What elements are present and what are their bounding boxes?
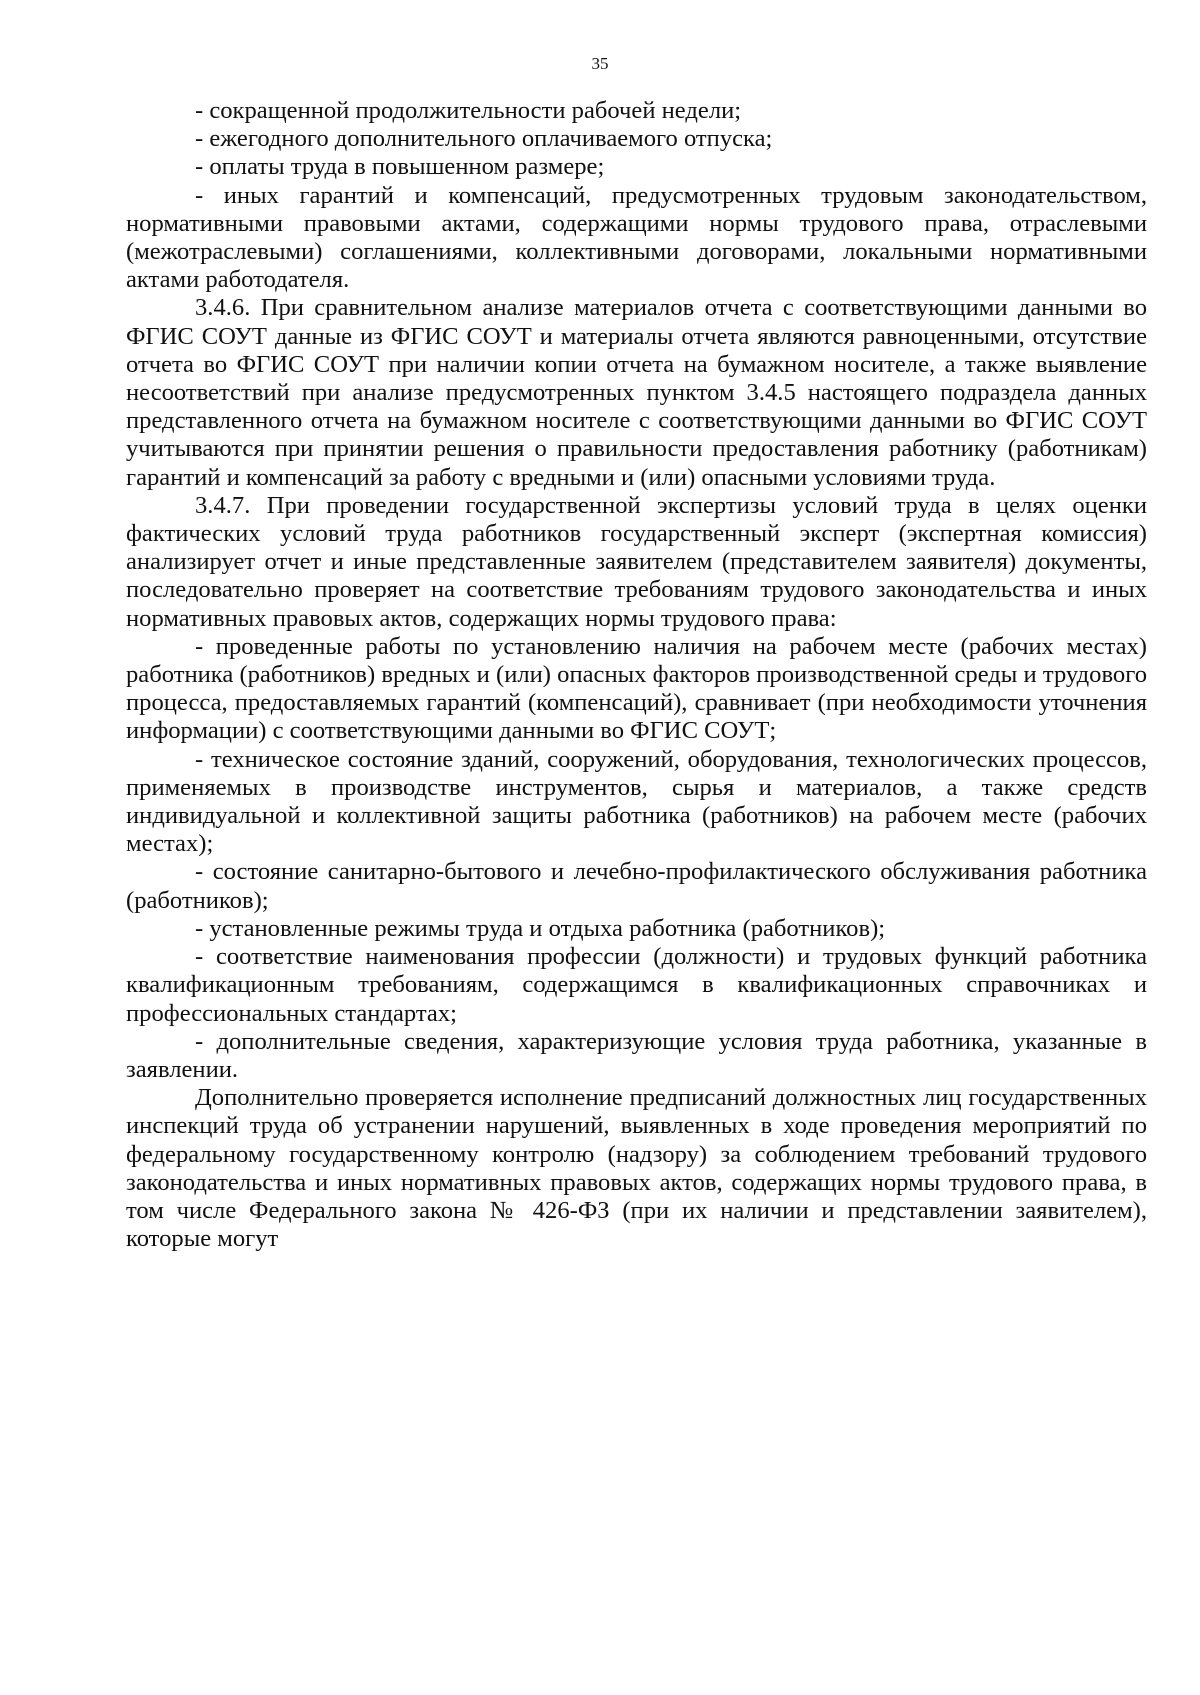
document-body — [126, 97, 1147, 1253]
bullet-other-guarantees: - иных гарантий и компенсаций, предусмотренных трудовым законодательством, нормативными правовыми актами, содержащими нормы трудового права, отраслевыми (межотраслевыми) соглашениями, коллективными договорами, локальными нормативными актами работодателя. — [126, 181, 1147, 294]
bullet-reduced-work-week: - сокращенной продолжительности рабочей недели; — [195, 97, 742, 124]
bullet-increased-pay: - оплаты труда в повышенном размере; — [195, 153, 605, 181]
bullet-sanitary-service: - состояние санитарно-бытового и лечебно-профилактического обслуживания работника (работников); — [126, 858, 1147, 914]
bullet-additional-info: - дополнительные сведения, характеризующие условия труда работника, указанные в заявлении. — [126, 1027, 1147, 1083]
bullet-annual-leave: - ежегодного дополнительного оплачиваемого отпуска; — [195, 125, 773, 153]
clause-3-4-7: 3.4.7. При проведении государственной экспертизы условий труда в целях оценки фактических условий труда работников государственный эксперт (экспертная комиссия) анализирует отчет и иные представленные заявителем (представителем заявителя) документы, последовательно проверяет на соответствие требованиям трудового законодательства и иных нормативных правовых актов, содержащих нормы трудового права: — [126, 491, 1147, 632]
bullet-technical-condition: - техническое состояние зданий, сооружений, оборудования, технологических процессов, применяемых в производстве инструментов, сырья и материалов, а также средств индивидуальной и коллективной защиты работника (работников) на рабочем месте (рабочих местах); — [126, 745, 1147, 858]
page-number: 35 — [591, 54, 609, 73]
paragraph-additional-check: Дополнительно проверяется исполнение предписаний должностных лиц государственных инспекций труда об устранении нарушений, выявленных в ходе проведения мероприятий по федеральному государственному контролю (надзору) за соблюдением требований трудового законодательства и иных нормативных правовых актов, содержащих нормы трудового права, в том числе Федерального закона № 426-ФЗ (при их наличии и представлении заявителем), которые могут — [126, 1084, 1147, 1253]
bullet-profession-compliance: - соответствие наименования профессии (должности) и трудовых функций работника квалификационным требованиям, содержащимся в квалификационных справочниках и профессиональных стандартах; — [126, 943, 1147, 1027]
clause-3-4-6: 3.4.6. При сравнительном анализе материалов отчета с соответствующими данными во ФГИС СОУТ данные из ФГИС СОУТ и материалы отчета являются равноценными, отсутствие отчета во ФГИС СОУТ при наличии копии отчета на бумажном носителе, а также выявление несоответствий при анализе предусмотренных пунктом 3.4.5 настоящего подраздела данных представленного отчета на бумажном носителе с соответствующими данными во ФГИС СОУТ учитываются при принятии решения о правильности предоставления работнику (работникам) гарантий и компенсаций за работу с вредными и (или) опасными условиями труда. — [126, 294, 1147, 491]
bullet-hazard-factors: - проведенные работы по установлению наличия на рабочем месте (рабочих местах) работника (работников) вредных и (или) опасных факторов производственной среды и трудового процесса, предоставляемых гарантий (компенсаций), сравнивает (при необходимости уточнения информации) с соответствующими данными во ФГИС СОУТ; — [126, 632, 1147, 745]
bullet-work-rest-modes: - установленные режимы труда и отдыха работника (работников); — [195, 914, 886, 942]
